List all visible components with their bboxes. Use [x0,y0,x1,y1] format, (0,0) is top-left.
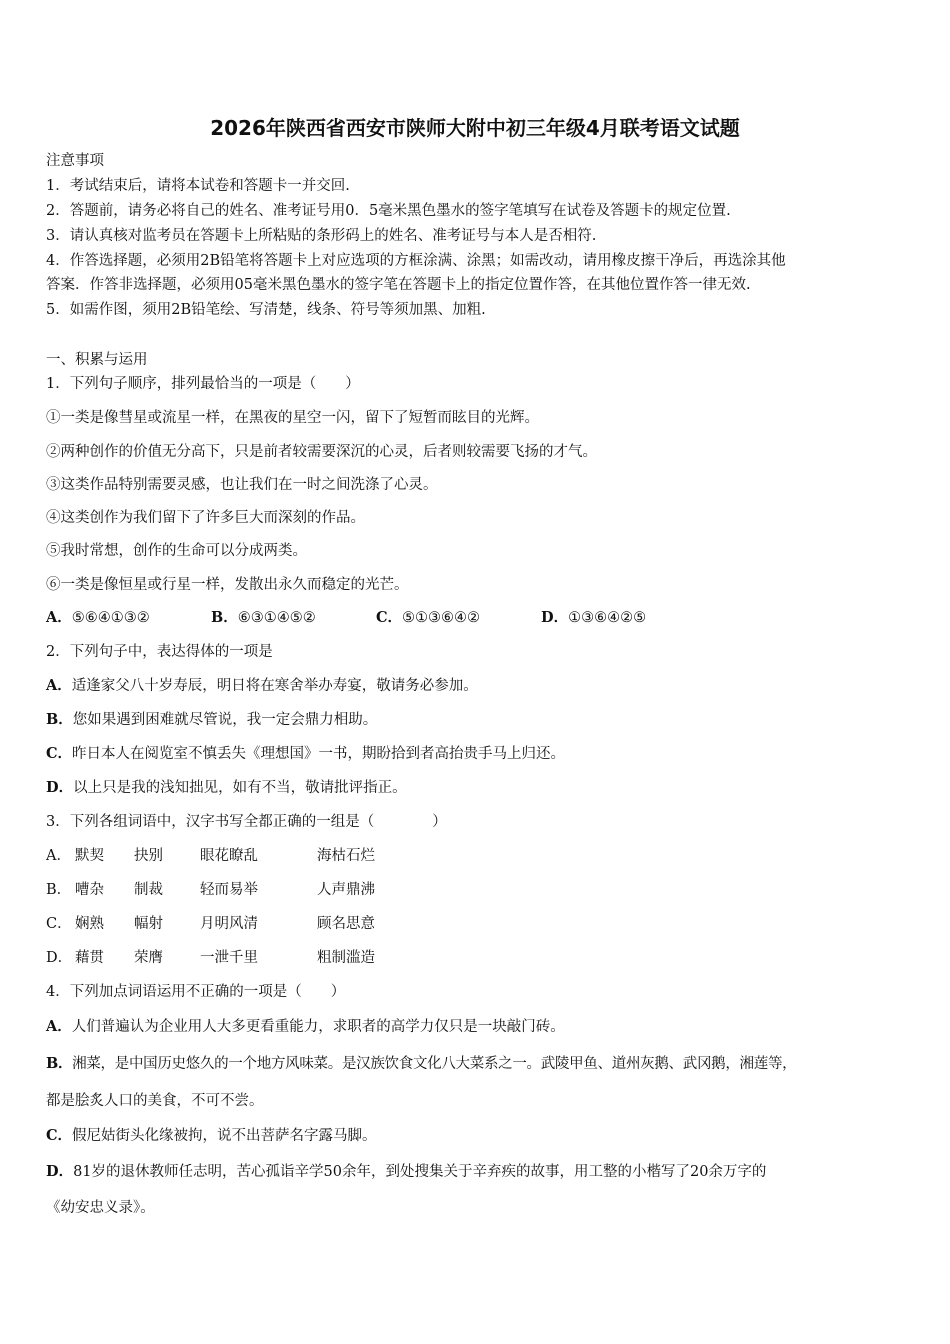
option-letter: D． [541,609,569,626]
option-letter: A． [46,677,72,694]
option-text: ⑥③①④⑤② [237,610,316,626]
notice-item: 4．作答选择题，必须用2B铅笔将答题卡上对应选项的方框涂满、涂黑；如需改动，请用橡皮擦干净后，再选涂其他 [46,253,786,269]
question-stem: 3．下列各组词语中，汉字书写全都正确的一组是（ ） [46,814,447,830]
sentence: ②两种创作的价值无分高下，只是前者较需要深沉的心灵，后者则较需要飞扬的才气。 [46,444,597,460]
sentence: ⑤我时常想，创作的生命可以分成两类。 [46,543,307,559]
option-letter: D． [46,1163,74,1180]
word: 粗制滥造 [317,950,375,966]
word: 一泄千里 [200,950,258,966]
word: 幅射 [134,916,163,932]
option-text: ⑤⑥④①③② [71,610,150,626]
option-text: ①③⑥④②⑤ [568,610,647,626]
option-continuation: 都是脍炙人口的美食，不可不尝。 [46,1093,264,1109]
sentence: ③这类作品特别需要灵感，也让我们在一时之间洗涤了心灵。 [46,477,438,493]
option [46,710,377,730]
question-stem: 2．下列句子中，表达得体的一项是 [46,644,273,660]
option-text: 您如果遇到困难就尽管说，我一定会鼎力相助。 [72,712,378,728]
word: 藉贯 [75,950,104,966]
option-letter: D． [46,950,73,966]
option-letter: A． [46,848,71,864]
option-letter: B． [46,711,73,728]
option-text: 人们普遍认为企业用人大多更看重能力，求职者的高学力仅只是一块敲门砖。 [71,1019,565,1035]
word: 轻而易举 [200,882,258,898]
option-text: 湘菜，是中国历史悠久的一个地方风味菜。是汉族饮食文化八大菜系之一。武陵甲鱼、道州灰鹅、武冈鹅，湘莲等， [72,1056,797,1072]
word: 眼花瞭乱 [200,848,258,864]
exam-title: 2026年陕西省西安市陕师大附中初三年级4月联考语文试题 [210,116,740,140]
option [211,608,316,628]
option-letter: A． [46,609,72,626]
option [46,1017,565,1037]
notice-item: 2．答题前，请务必将自己的姓名、准考证号用0．5毫米黑色墨水的签字笔填写在试卷及答题卡的规定位置. [46,203,731,219]
notice-item: 1．考试结束后，请将本试卷和答题卡一并交回. [46,178,350,194]
word: 荣膺 [134,950,163,966]
option [46,1054,796,1074]
option-letter: C． [46,916,72,932]
notice-item: 答案．作答非选择题，必须用05毫米黑色墨水的签字笔在答题卡上的指定位置作答，在其他位置作答一律无效. [46,277,751,293]
option-text: ⑤①③⑥④② [402,610,481,626]
word: 人声鼎沸 [317,882,375,898]
option-text: 昨日本人在阅览室不慎丢失《理想国》一书，期盼拾到者高抬贵手马上归还。 [72,746,566,762]
word: 海枯石烂 [317,848,375,864]
word: 月明风清 [200,916,258,932]
word: 娴熟 [75,916,104,932]
word: 顾名思意 [317,916,375,932]
word: 制裁 [134,882,163,898]
option-text: 以上只是我的浅知拙见，如有不当，敬请批评指正。 [73,780,407,796]
sentence: ⑥一类是像恒星或行星一样，发散出永久而稳定的光芒。 [46,577,409,593]
option-letter: C． [46,1127,73,1144]
option-letter: B． [46,882,72,898]
option-continuation: 《幼安忠义录》。 [46,1200,155,1216]
option-letter: A． [46,1018,72,1035]
option [541,608,646,628]
option-letter: B． [211,609,238,626]
option [46,778,407,798]
question-stem: 4．下列加点词语运用不正确的一项是（ ） [46,984,346,1000]
sentence: ④这类创作为我们留下了许多巨大而深刻的作品。 [46,510,365,526]
word: 嘈杂 [75,882,104,898]
word: 默契 [75,848,104,864]
option [46,608,150,628]
question-stem: 1．下列句子顺序，排列最恰当的一项是（ ） [46,376,360,392]
sentence: ①一类是像彗星或流星一样，在黑夜的星空一闪，留下了短暂而眩目的光辉。 [46,410,539,426]
option-text: 假尼姑街头化缘被拘，说不出菩萨名字露马脚。 [72,1128,377,1144]
option [46,1126,377,1146]
notice-item: 3．请认真核对监考员在答题卡上所粘贴的条形码上的姓名、准考证号与本人是否相符. [46,228,597,244]
option [46,1162,766,1182]
option [46,676,478,696]
section-heading: 一、积累与运用 [46,352,148,368]
option-letter: C． [376,609,403,626]
option-text: 81岁的退休教师任志明，苦心孤诣辛学50余年，到处搜集关于辛弃疾的故事，用工整的小楷写了20余万字的 [73,1164,767,1180]
notice-item: 5．如需作图，须用2B铅笔绘、写清楚，线条、符号等须加黑、加粗. [46,302,486,318]
notice-heading: 注意事项 [46,153,104,169]
option-text: 适逢家父八十岁寿辰，明日将在寒舍举办寿宴，敬请务必参加。 [71,678,478,694]
option-letter: B． [46,1055,73,1072]
option [46,744,565,764]
word: 抉别 [134,848,163,864]
option [376,608,480,628]
option-letter: D． [46,779,74,796]
option-letter: C． [46,745,73,762]
